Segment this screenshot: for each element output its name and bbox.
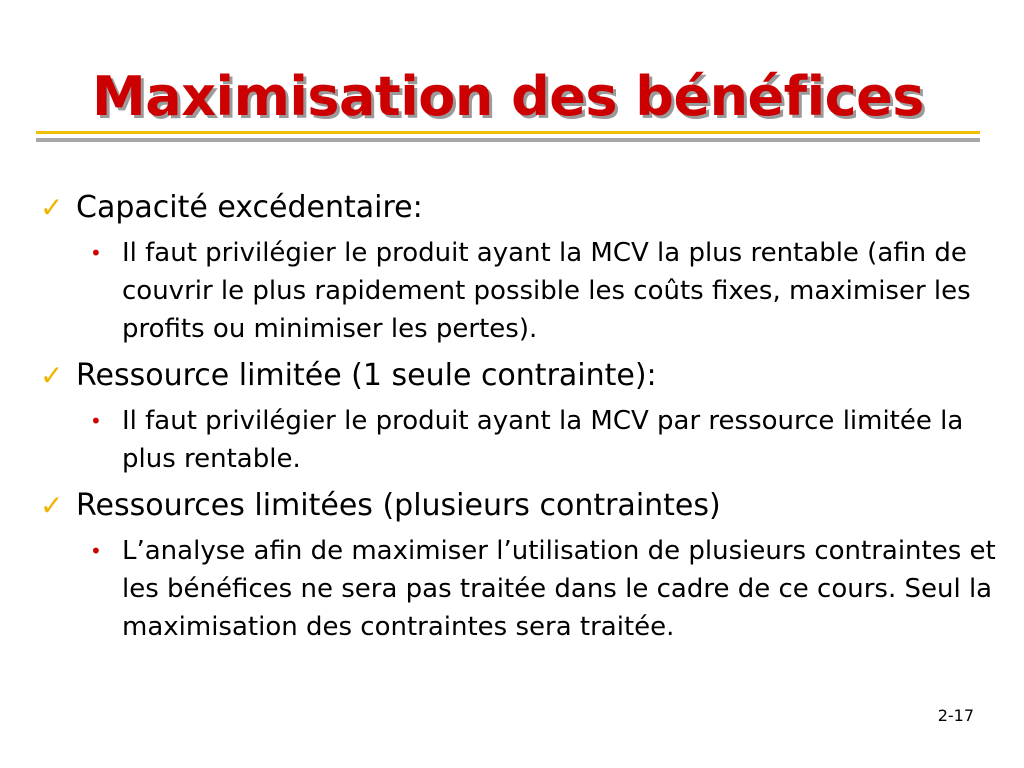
section-heading-text: Ressource limitée (1 seule contrainte): — [76, 358, 657, 393]
section-heading-text: Capacité excédentaire: — [76, 190, 423, 225]
bullet-icon: • — [90, 241, 102, 265]
title-rule-gray — [36, 138, 980, 142]
section-bullet-text: Il faut privilégier le produit ayant la MCV par ressource limitée la plus rentable. — [122, 406, 964, 474]
section-bullet-2 — [90, 402, 1002, 478]
bullet-icon: • — [90, 409, 102, 433]
title-rule-gold — [36, 131, 980, 134]
section-bullet-text: L’analyse afin de maximiser l’utilisation de plusieurs contraintes et les bénéfices ne sera pas traitée dans le cadre de ce cours. Seul la maximisation des contraintes sera traitée. — [122, 536, 996, 642]
slide-title: Maximisation des bénéfices — [92, 65, 924, 128]
section-heading-2 — [40, 356, 990, 396]
section-heading-text: Ressources limitées (plusieurs contraintes) — [76, 488, 721, 523]
bullet-icon: • — [90, 539, 102, 563]
section-heading-1 — [40, 188, 990, 228]
section-heading-3 — [40, 486, 990, 526]
section-bullet-3 — [90, 532, 1002, 646]
checkmark-icon: ✓ — [40, 359, 64, 392]
page-number: 2-17 — [937, 706, 974, 725]
slide-content — [40, 188, 996, 654]
section-bullet-1 — [90, 234, 1002, 348]
checkmark-icon: ✓ — [40, 489, 64, 522]
checkmark-icon: ✓ — [40, 191, 64, 224]
section-bullet-text: Il faut privilégier le produit ayant la MCV la plus rentable (afin de couvrir le plus rapidement possible les coûts fixes, maximiser les profits ou minimiser les pertes). — [122, 238, 971, 344]
